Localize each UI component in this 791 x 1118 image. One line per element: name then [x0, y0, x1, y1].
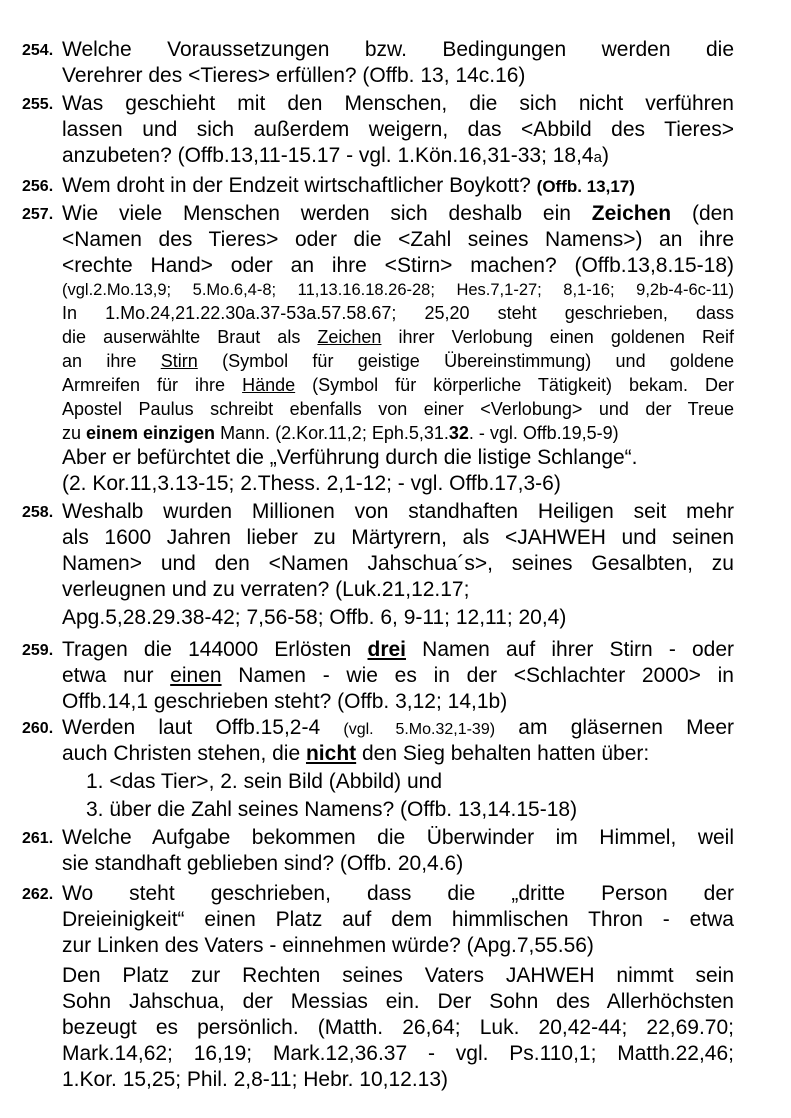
question-text-line: Tragen die 144000 Erlösten drei Namen auf ihrer Stirn - oder: [62, 638, 735, 661]
question-text-line: etwa nur einen Namen - wie es in der <Schlachter 2000> in: [62, 664, 734, 687]
question-text-line: Welche Voraussetzungen bzw. Bedingungen werden die: [62, 38, 734, 61]
commentary-line: Apostel Paulus schreibt ebenfalls von einer <Verlobung> und der Treue: [62, 399, 734, 419]
question-text-line: Was geschieht mit den Menschen, die sich nicht verführen: [62, 92, 734, 115]
question-number: 261.: [22, 830, 54, 847]
commentary-line: die auserwählte Braut als Zeichen ihrer Verlobung einen goldenen Reif: [62, 327, 734, 347]
question-text-line: sie standhaft geblieben sind? (Offb. 20,4.6): [62, 852, 464, 875]
commentary-line: In 1.Mo.24,21.22.30a.37-53a.57.58.67; 25,20 steht geschrieben, dass: [62, 303, 734, 323]
answer-line: Mark.14,62; 16,19; Mark.12,36.37 - vgl. Ps.110,1; Matth.22,46;: [62, 1042, 734, 1065]
commentary-line: Aber er befürchtet die „Verführung durch die listige Schlange“.: [62, 446, 638, 469]
answer-line: Den Platz zur Rechten seines Vaters JAHWEH nimmt sein: [62, 964, 734, 987]
question-text-line: Dreieinigkeit“ einen Platz auf dem himmlischen Thron - etwa: [62, 908, 734, 931]
question-number: 259.: [22, 642, 54, 659]
question-text-line: Wo steht geschrieben, dass die „dritte Person der: [62, 882, 734, 905]
reference-line: (vgl.2.Mo.13,9; 5.Mo.6,4-8; 11,13.16.18.26-28; Hes.7,1-27; 8,1-16; 9,2b-4-6c-11): [62, 281, 734, 299]
question-number: 260.: [22, 720, 54, 737]
question-text-line: lassen und sich außerdem weigern, das <Abbild des Tieres>: [62, 118, 734, 141]
list-item: 1. <das Tier>, 2. sein Bild (Abbild) und: [86, 770, 443, 793]
question-number: 257.: [22, 206, 54, 223]
commentary-line: zu einem einzigen Mann. (2.Kor.11,2; Eph.5,31.32. - vgl. Offb.19,5-9): [62, 423, 619, 443]
question-number: 262.: [22, 886, 54, 903]
question-number: 254.: [22, 42, 54, 59]
question-number: 258.: [22, 504, 54, 521]
answer-line: Sohn Jahschua, der Messias ein. Der Sohn des Allerhöchsten: [62, 990, 734, 1013]
question-text-line: Namen> und den <Namen Jahschua´s>, seines Gesalbten, zu: [62, 552, 734, 575]
list-item: 3. über die Zahl seines Namens? (Offb. 13,14.15-18): [86, 798, 578, 821]
question-text-line: verleugnen und zu verraten? (Luk.21,12.17;: [62, 578, 470, 601]
question-text-line: Apg.5,28.29.38-42; 7,56-58; Offb. 6, 9-11; 12,11; 20,4): [62, 606, 567, 629]
question-text-line: Welche Aufgabe bekommen die Überwinder im Himmel, weil: [62, 826, 734, 849]
question-number: 256.: [22, 178, 54, 195]
question-number: 255.: [22, 96, 54, 113]
question-text-line: als 1600 Jahren lieber zu Märtyrern, als <JAHWEH und seinen: [62, 526, 734, 549]
answer-line: bezeugt es persönlich. (Matth. 26,64; Luk. 20,42-44; 22,69.70;: [62, 1016, 734, 1039]
commentary-line: an ihre Stirn (Symbol für geistige Übereinstimmung) und goldene: [62, 351, 734, 371]
question-text-line: Weshalb wurden Millionen von standhaften Heiligen seit mehr: [62, 500, 734, 523]
question-text-line: Verehrer des <Tieres> erfüllen? (Offb. 13, 14c.16): [62, 64, 526, 87]
question-text-line: <Namen des Tieres> oder die <Zahl seines Namens>) an ihre: [62, 228, 734, 251]
question-text-line: Wem droht in der Endzeit wirtschaftlicher Boykott? (Offb. 13,17): [62, 174, 635, 197]
answer-line: 1.Kor. 15,25; Phil. 2,8-11; Hebr. 10,12.13): [62, 1068, 449, 1091]
question-text-line: Wie viele Menschen werden sich deshalb ein Zeichen (den: [62, 202, 734, 225]
question-text-line: <rechte Hand> oder an ihre <Stirn> machen? (Offb.13,8.15-18): [62, 254, 734, 277]
question-text-line: auch Christen stehen, die nicht den Sieg behalten hatten über:: [62, 742, 650, 765]
question-text-line: anzubeten? (Offb.13,11-15.17 - vgl. 1.Kön.16,31-33; 18,4a): [62, 144, 609, 167]
question-text-line: Werden laut Offb.15,2-4 (vgl. 5.Mo.32,1-39) am gläsernen Meer: [62, 716, 734, 739]
question-text-line: Offb.14,1 geschrieben steht? (Offb. 3,12; 14,1b): [62, 690, 508, 713]
question-text-line: zur Linken des Vaters - einnehmen würde? (Apg.7,55.56): [62, 934, 594, 957]
commentary-line: (2. Kor.11,3.13-15; 2.Thess. 2,1-12; - vgl. Offb.17,3-6): [62, 472, 561, 495]
commentary-line: Armreifen für ihre Hände (Symbol für körperliche Tätigkeit) bekam. Der: [62, 375, 735, 395]
